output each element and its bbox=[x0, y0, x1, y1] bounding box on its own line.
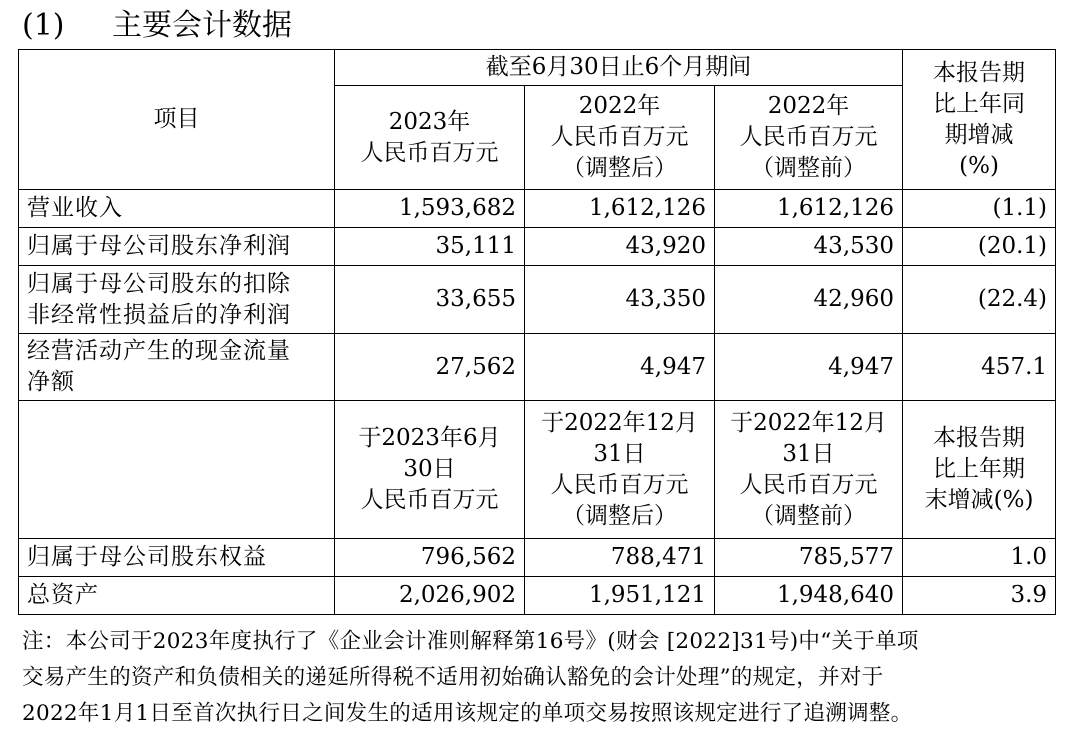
cell-value: 1,593,682 bbox=[335, 190, 525, 228]
cell-value: 785,577 bbox=[715, 539, 903, 577]
section-title: 主要会计数据 bbox=[112, 8, 292, 43]
cell-value: 788,471 bbox=[525, 539, 715, 577]
row-label: 总资产 bbox=[19, 577, 335, 615]
cell-value: 27,562 bbox=[335, 334, 525, 401]
row-label: 归属于母公司股东权益 bbox=[19, 539, 335, 577]
cell-value: (1.1) bbox=[903, 190, 1056, 228]
cell-value: 42,960 bbox=[715, 266, 903, 334]
row-label: 归属于母公司股东净利润 bbox=[19, 228, 335, 266]
change-header-2: 本报告期 比上年期 末增减(%) bbox=[903, 401, 1056, 539]
cell-value: 4,947 bbox=[525, 334, 715, 401]
row-label: 归属于母公司股东的扣除 非经常性损益后的净利润 bbox=[19, 266, 335, 334]
col-header-2022-original: 2022年 人民币百万元 （调整前） bbox=[715, 86, 903, 190]
table-row bbox=[19, 577, 1056, 615]
section-heading bbox=[22, 4, 292, 48]
row-label: 经营活动产生的现金流量 净额 bbox=[19, 334, 335, 401]
col-header-2023-jun: 于2023年6月 30日 人民币百万元 bbox=[335, 401, 525, 539]
footnote bbox=[22, 624, 1058, 732]
table-row bbox=[19, 266, 1056, 334]
col-header-2022-dec-adjusted: 于2022年12月 31日 人民币百万元 （调整后） bbox=[525, 401, 715, 539]
cell-value: 1,612,126 bbox=[715, 190, 903, 228]
cell-value: 43,350 bbox=[525, 266, 715, 334]
col-header-2023: 2023年 人民币百万元 bbox=[335, 86, 525, 190]
item-header: 项目 bbox=[19, 50, 335, 190]
cell-value: 33,655 bbox=[335, 266, 525, 334]
cell-value: 4,947 bbox=[715, 334, 903, 401]
col-header-2022-adjusted: 2022年 人民币百万元 （调整后） bbox=[525, 86, 715, 190]
cell-value: 43,530 bbox=[715, 228, 903, 266]
footnote-line: 2022年1月1日至首次执行日之间发生的适用该规定的单项交易按照该规定进行了追溯调整。 bbox=[22, 701, 913, 726]
cell-value: 1,948,640 bbox=[715, 577, 903, 615]
accounting-data-table bbox=[18, 49, 1056, 615]
empty-header-cell bbox=[19, 401, 335, 539]
table-row bbox=[19, 539, 1056, 577]
table-row bbox=[19, 190, 1056, 228]
cell-value: (20.1) bbox=[903, 228, 1056, 266]
cell-value: 35,111 bbox=[335, 228, 525, 266]
row-label: 营业收入 bbox=[19, 190, 335, 228]
footnote-line: 交易产生的资产和负债相关的递延所得税不适用初始确认豁免的会计处理”的规定，并对于 bbox=[22, 665, 884, 690]
cell-value: 1,612,126 bbox=[525, 190, 715, 228]
section-number: (1) bbox=[22, 8, 65, 43]
cell-value: 796,562 bbox=[335, 539, 525, 577]
cell-value: 457.1 bbox=[903, 334, 1056, 401]
cell-value: 43,920 bbox=[525, 228, 715, 266]
cell-value: (22.4) bbox=[903, 266, 1056, 334]
cell-value: 1,951,121 bbox=[525, 577, 715, 615]
change-header-1: 本报告期 比上年同 期增减 (%) bbox=[903, 50, 1056, 190]
cell-value: 1.0 bbox=[903, 539, 1056, 577]
col-header-2022-dec-original: 于2022年12月 31日 人民币百万元 （调整前） bbox=[715, 401, 903, 539]
period-header: 截至6月30日止6个月期间 bbox=[335, 50, 903, 86]
table-row bbox=[19, 334, 1056, 401]
cell-value: 2,026,902 bbox=[335, 577, 525, 615]
footnote-line: 注：本公司于2023年度执行了《企业会计准则解释第16号》(财会 [2022]31号)中“关于单项 bbox=[22, 629, 919, 654]
table-row bbox=[19, 228, 1056, 266]
cell-value: 3.9 bbox=[903, 577, 1056, 615]
